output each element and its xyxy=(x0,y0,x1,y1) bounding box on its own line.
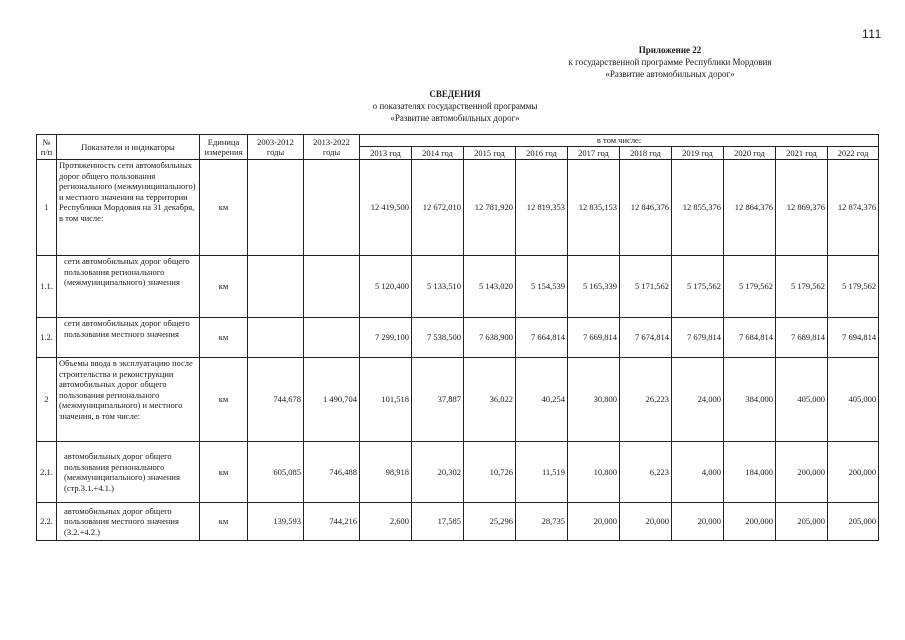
header-year: 2015 год xyxy=(464,147,516,160)
row-year-value: 12 419,500 xyxy=(360,160,412,256)
row-unit: км xyxy=(200,442,248,503)
row-year-value: 5 179,562 xyxy=(776,256,828,318)
row-name: Протяженность сети автомобильных дорог общего пользования регионального (межмуниципального) и местного значения на территории Республики Мордовия на 31 декабря, в том числе: xyxy=(57,160,200,256)
row-year-value: 36,022 xyxy=(464,358,516,442)
row-year-value: 10,800 xyxy=(568,442,620,503)
appendix-line-2: «Развитие автомобильных дорог» xyxy=(605,69,735,79)
row-period-2 xyxy=(304,318,360,358)
row-year-value: 5 133,510 xyxy=(412,256,464,318)
row-year-value: 40,254 xyxy=(516,358,568,442)
header-year: 2019 год xyxy=(672,147,724,160)
header-period-2: 2013-2022 годы xyxy=(304,135,360,160)
row-year-value: 12 846,376 xyxy=(620,160,672,256)
row-year-value: 28,735 xyxy=(516,503,568,541)
row-period-2 xyxy=(304,160,360,256)
table-row xyxy=(37,442,879,503)
row-year-value: 5 165,339 xyxy=(568,256,620,318)
row-year-value: 26,223 xyxy=(620,358,672,442)
row-year-value: 25,296 xyxy=(464,503,516,541)
header-year: 2018 год xyxy=(620,147,672,160)
row-year-value: 12 864,376 xyxy=(724,160,776,256)
row-period-2: 746,488 xyxy=(304,442,360,503)
header-year: 2016 год xyxy=(516,147,568,160)
row-period-2: 1 490,704 xyxy=(304,358,360,442)
row-year-value: 2,600 xyxy=(360,503,412,541)
row-number: 2.2. xyxy=(37,503,57,541)
row-year-value: 5 154,539 xyxy=(516,256,568,318)
row-year-value: 7 679,814 xyxy=(672,318,724,358)
header-period-1: 2003-2012 годы xyxy=(248,135,304,160)
row-period-2 xyxy=(304,256,360,318)
header-name: Показатели и индикаторы xyxy=(57,135,200,160)
row-year-value: 17,585 xyxy=(412,503,464,541)
document-subtitle-2: «Развитие автомобильных дорог» xyxy=(390,113,520,123)
row-year-value: 7 664,814 xyxy=(516,318,568,358)
row-unit: км xyxy=(200,160,248,256)
header-year: 2014 год xyxy=(412,147,464,160)
header-year: 2013 год xyxy=(360,147,412,160)
row-year-value: 5 143,020 xyxy=(464,256,516,318)
row-year-value: 205,000 xyxy=(828,503,879,541)
row-number: 2.1. xyxy=(37,442,57,503)
row-year-value: 7 684,814 xyxy=(724,318,776,358)
row-unit: км xyxy=(200,256,248,318)
header-year: 2022 год xyxy=(828,147,879,160)
table-row xyxy=(37,318,879,358)
row-year-value: 20,302 xyxy=(412,442,464,503)
row-year-value: 20,000 xyxy=(620,503,672,541)
row-name: Объемы ввода в эксплуатацию после строительства и реконструкции автомобильных дорог общего пользования регионального (межмуниципального) и местного значения, в том числе: xyxy=(57,358,200,442)
row-year-value: 98,918 xyxy=(360,442,412,503)
row-year-value: 20,000 xyxy=(672,503,724,541)
row-name: сети автомобильных дорог общего пользования регионального (межмуниципального) значения xyxy=(57,256,200,318)
row-year-value: 5 120,400 xyxy=(360,256,412,318)
row-year-value: 405,000 xyxy=(828,358,879,442)
row-year-value: 7 538,500 xyxy=(412,318,464,358)
header-year: 2020 год xyxy=(724,147,776,160)
table-row xyxy=(37,358,879,442)
row-unit: км xyxy=(200,318,248,358)
row-year-value: 5 179,562 xyxy=(828,256,879,318)
page-number: 111 xyxy=(862,27,882,41)
header-year: 2017 год xyxy=(568,147,620,160)
document-heading xyxy=(340,88,570,124)
row-period-1 xyxy=(248,318,304,358)
row-year-value: 12 672,010 xyxy=(412,160,464,256)
appendix-line-1: к государственной программе Республики Мордовия xyxy=(568,57,772,67)
row-name: автомобильных дорог общего пользования местного значения (3.2.+4.2.) xyxy=(57,503,200,541)
row-year-value: 7 638,900 xyxy=(464,318,516,358)
row-year-value: 30,800 xyxy=(568,358,620,442)
row-name: автомобильных дорог общего пользования регионального (межмуниципального) значения (стр.3.1.+4.1.) xyxy=(57,442,200,503)
row-number: 1.1. xyxy=(37,256,57,318)
row-year-value: 184,000 xyxy=(724,442,776,503)
row-number: 1 xyxy=(37,160,57,256)
row-year-value: 7 674,814 xyxy=(620,318,672,358)
row-year-value: 12 855,376 xyxy=(672,160,724,256)
row-year-value: 20,000 xyxy=(568,503,620,541)
row-year-value: 12 874,376 xyxy=(828,160,879,256)
row-year-value: 12 819,353 xyxy=(516,160,568,256)
appendix-title: Приложение 22 xyxy=(638,45,702,55)
row-year-value: 6,223 xyxy=(620,442,672,503)
document-subtitle-1: о показателях государственной программы xyxy=(372,101,538,111)
row-year-value: 7 689,814 xyxy=(776,318,828,358)
document-title: СВЕДЕНИЯ xyxy=(429,89,481,99)
row-year-value: 200,000 xyxy=(724,503,776,541)
row-year-value: 101,518 xyxy=(360,358,412,442)
row-year-value: 405,000 xyxy=(776,358,828,442)
row-period-1: 744,678 xyxy=(248,358,304,442)
row-year-value: 24,000 xyxy=(672,358,724,442)
row-year-value: 7 299,100 xyxy=(360,318,412,358)
header-num: № п/п xyxy=(37,135,57,160)
row-year-value: 5 175,562 xyxy=(672,256,724,318)
table-row xyxy=(37,256,879,318)
row-year-value: 384,000 xyxy=(724,358,776,442)
row-year-value: 11,519 xyxy=(516,442,568,503)
row-period-1 xyxy=(248,256,304,318)
row-year-value: 10,726 xyxy=(464,442,516,503)
row-year-value: 200,000 xyxy=(828,442,879,503)
row-year-value: 5 179,562 xyxy=(724,256,776,318)
header-unit: Единица измерения xyxy=(200,135,248,160)
row-year-value: 12 835,153 xyxy=(568,160,620,256)
row-year-value: 7 669,814 xyxy=(568,318,620,358)
table-row xyxy=(37,503,879,541)
row-period-2: 744,216 xyxy=(304,503,360,541)
row-number: 1.2. xyxy=(37,318,57,358)
appendix-block xyxy=(520,44,820,80)
row-year-value: 12 869,376 xyxy=(776,160,828,256)
row-year-value: 12 781,920 xyxy=(464,160,516,256)
row-period-1: 139,593 xyxy=(248,503,304,541)
row-year-value: 5 171,562 xyxy=(620,256,672,318)
row-year-value: 4,000 xyxy=(672,442,724,503)
table-row xyxy=(37,160,879,256)
header-including: в том числе: xyxy=(360,135,879,147)
row-period-1 xyxy=(248,160,304,256)
row-period-1: 605,085 xyxy=(248,442,304,503)
row-year-value: 7 694,814 xyxy=(828,318,879,358)
row-year-value: 37,887 xyxy=(412,358,464,442)
row-year-value: 200,000 xyxy=(776,442,828,503)
row-unit: км xyxy=(200,358,248,442)
header-year: 2021 год xyxy=(776,147,828,160)
row-unit: км xyxy=(200,503,248,541)
row-number: 2 xyxy=(37,358,57,442)
row-name: сети автомобильных дорог общего пользования местного значения xyxy=(57,318,200,358)
row-year-value: 205,000 xyxy=(776,503,828,541)
indicators-table xyxy=(36,134,879,541)
